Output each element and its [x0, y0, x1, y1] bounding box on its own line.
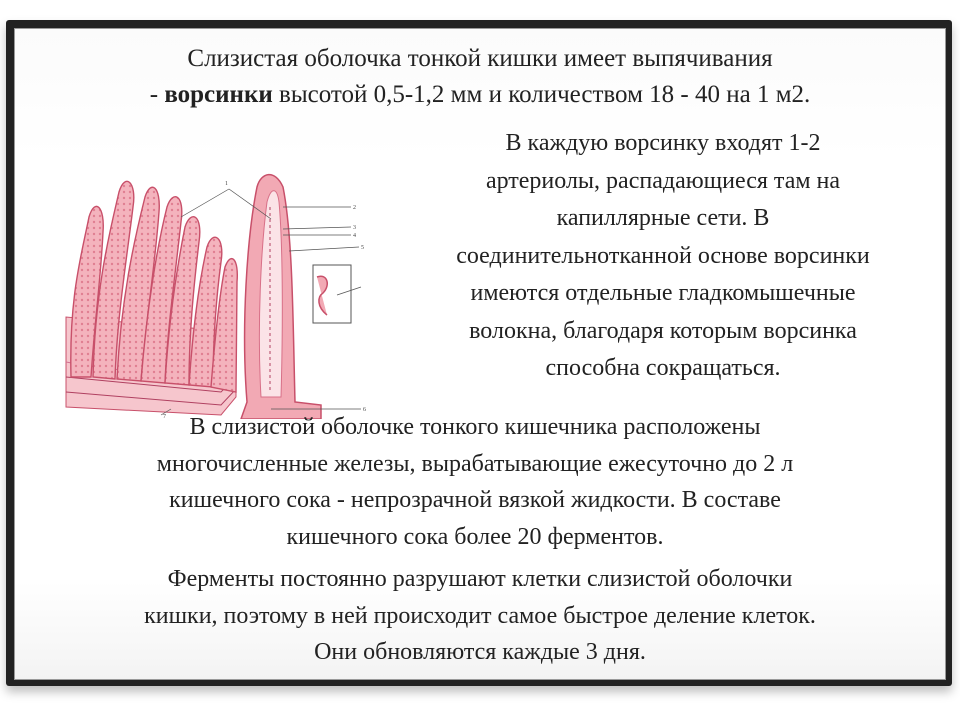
para1-line: В каждую ворсинку входят 1-2: [505, 130, 821, 156]
para1-line: способна сокращаться.: [545, 355, 781, 381]
para3-line: Они обновляются каждые 3 дня.: [314, 639, 646, 665]
para2-line: кишечного сока - непрозрачной вязкой жидкости. В составе: [169, 487, 781, 513]
title-line-1: Слизистая оболочка тонкой кишки имеет выпячивания: [187, 45, 773, 72]
title-line-2: - ворсинки высотой 0,5-1,2 мм и количеством 18 - 40 на 1 м2.: [149, 81, 811, 108]
para3-line: кишки, поэтому в ней происходит самое быстрое деление клеток.: [144, 602, 816, 629]
para2-line: многочисленные железы, вырабатывающие ежесуточно до 2 л: [156, 450, 794, 477]
glands-paragraph: [35, 409, 915, 555]
svg-text:5: 5: [361, 245, 364, 251]
para3-line: Ферменты постоянно разрушают клетки слизистой оболочки: [167, 566, 793, 592]
svg-text:1: 1: [225, 181, 228, 187]
svg-text:2: 2: [353, 205, 356, 211]
para1-line: капиллярные сети. В: [556, 205, 770, 231]
villi-term: ворсинки: [164, 81, 273, 108]
svg-text:4: 4: [353, 233, 356, 239]
para1-line: соединительнотканной основе ворсинки: [456, 242, 870, 269]
slide: [14, 28, 946, 680]
intestinal-villi-illustration: [61, 147, 371, 419]
enzymes-paragraph: [25, 561, 935, 671]
para1-line: имеются отдельные гладкомышечные: [470, 280, 856, 306]
svg-text:7: 7: [163, 414, 166, 419]
villi: [71, 181, 238, 392]
para2-line: В слизистой оболочке тонкого кишечника расположены: [189, 414, 761, 440]
villus-section: [241, 175, 321, 419]
arterioles-paragraph: [383, 125, 943, 388]
slide-title: [45, 41, 915, 113]
para1-line: волокна, благодаря которым ворсинка: [469, 317, 857, 344]
svg-text:3: 3: [353, 225, 356, 231]
svg-text:6: 6: [363, 407, 366, 413]
para2-line: кишечного сока более 20 ферментов.: [286, 523, 664, 550]
para1-line: артериолы, распадающиеся там на: [485, 167, 841, 194]
zoom-inset: [313, 265, 351, 323]
